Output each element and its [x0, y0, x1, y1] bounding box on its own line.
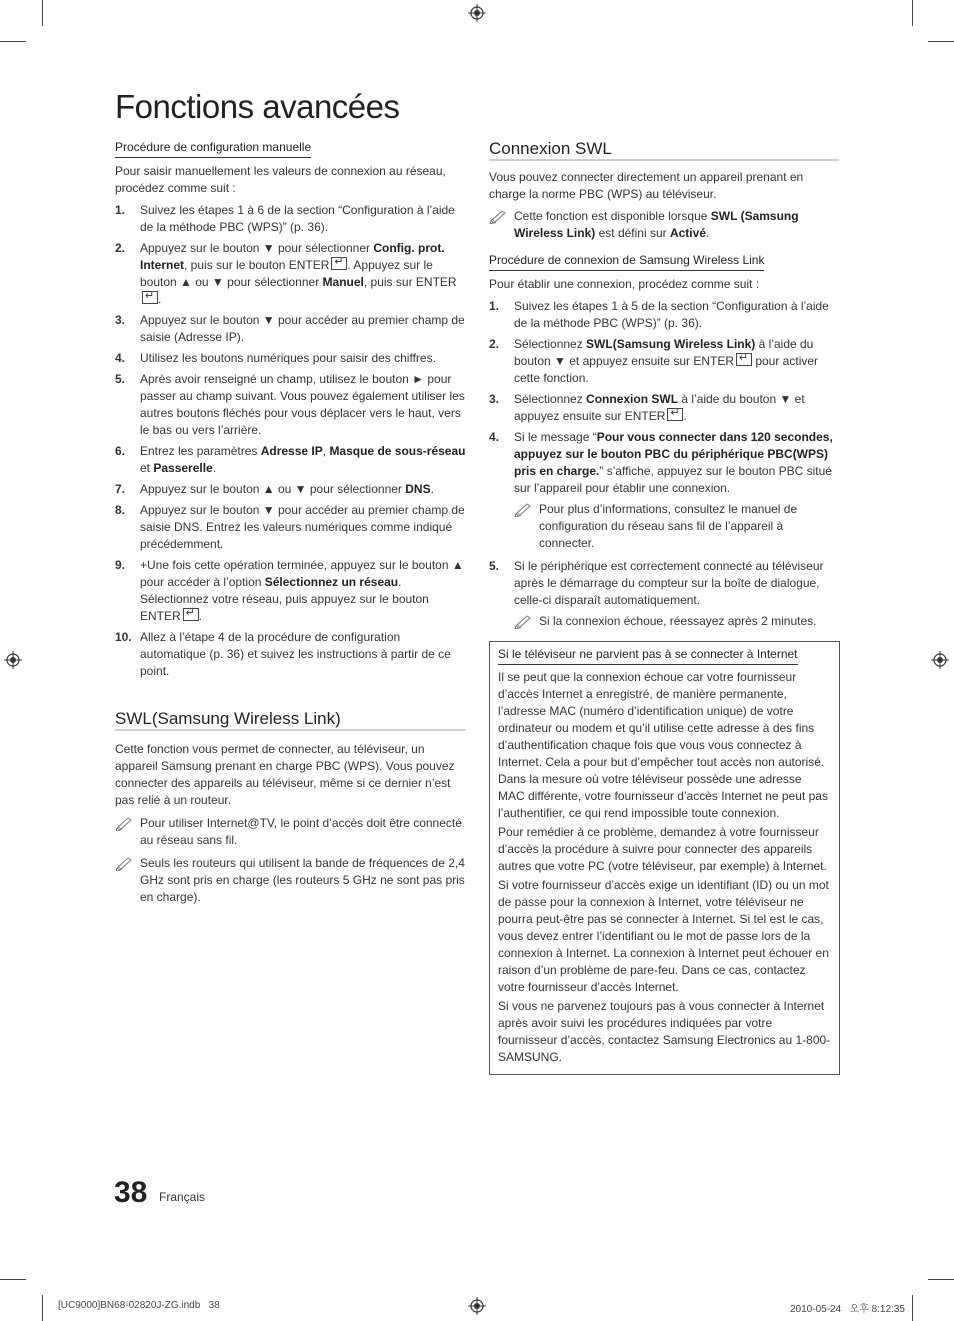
note-text: Pour plus d’informations, consultez le manuel de configuration du réseau sans fil de l’appareil à connecter.	[539, 502, 798, 550]
step-item	[115, 240, 466, 308]
step-text: Appuyez sur le bouton ▲ ou ▼ pour sélectionner DNS.	[140, 482, 434, 496]
step-item	[115, 202, 466, 236]
crop-mark	[42, 1295, 43, 1321]
step-number: 6.	[115, 444, 126, 458]
info-box-paragraph: Il se peut que la connexion échoue car votre fournisseur d’accès Internet a enregistré, de manière permanente, l’adresse MAC (numéro d’identification unique) de votre ordinateur ou modem et qu’il utilise cette adresse à des fins d’authentification chaque fois que vous vous connectez à Internet. Cela a pour but d’empêcher tout accès non autorisé. Dans la mesure où votre téléviseur possède une adresse MAC différente, votre fournisseur d’accès Internet ne peut pas l’authentifier, ce qui rend impossible toute connexion.	[498, 670, 828, 820]
note-pencil-icon	[489, 208, 509, 224]
manual-config-intro: Pour saisir manuellement les valeurs de connexion au réseau, procédez comme suit :	[115, 164, 446, 195]
step-number: 1.	[489, 299, 500, 313]
page-title: Fonctions avancées	[115, 88, 400, 125]
step-item	[115, 350, 466, 367]
swl-intro: Cette fonction vous permet de connecter, au téléviseur, un appareil Samsung prenant en charge PBC (WPS). Vous pouvez connecter des appareils au téléviseur, même si ce dernier n’est pas relié à un routeur.	[115, 742, 455, 807]
page-language: Français	[159, 1190, 206, 1204]
note	[514, 501, 839, 552]
step-item	[115, 629, 466, 680]
step-text: Appuyez sur le bouton ▼ pour accéder au premier champ de saisie (Adresse IP).	[140, 313, 465, 344]
step-number: 5.	[115, 372, 126, 386]
step-text: Suivez les étapes 1 à 5 de la section “Configuration à l’aide de la méthode PBC (WPS)” (p. 36).	[514, 299, 829, 330]
step-number: 10.	[115, 630, 132, 644]
note-pencil-icon	[514, 613, 534, 629]
crop-mark	[928, 41, 954, 42]
crop-mark	[928, 1279, 954, 1280]
step-text: Appuyez sur le bouton ▼ pour accéder au premier champ de saisie DNS. Entrez les valeurs numériques comme indiqué précédemment.	[140, 503, 465, 551]
step-item	[115, 557, 466, 625]
step-item	[115, 502, 466, 553]
note-text: Si la connexion échoue, réessayez après 2 minutes.	[539, 614, 817, 628]
step-text: Utilisez les boutons numériques pour saisir des chiffres.	[140, 351, 436, 365]
registration-mark-icon	[931, 651, 949, 669]
note	[115, 815, 466, 849]
crop-mark	[42, 0, 43, 26]
step-item	[115, 312, 466, 346]
swl-procedure-heading: Procédure de connexion de Samsung Wireless Link	[489, 252, 764, 271]
print-slug-left: [UC9000]BN68-02820J-ZG.indb 38	[58, 1300, 220, 1311]
step-item	[489, 391, 839, 425]
note-text: Pour utiliser Internet@TV, le point d’accès doit être connecté au réseau sans fil.	[140, 816, 462, 847]
step-item	[489, 336, 839, 387]
step-number: 9.	[115, 558, 126, 572]
step-text: Sélectionnez SWL(Samsung Wireless Link) à l’aide du bouton ▼ et appuyez ensuite sur ENTER↵ pour activer cette fonction.	[514, 337, 818, 385]
step-number: 4.	[489, 430, 500, 444]
page-number: 38	[114, 1176, 148, 1209]
note-text: Cette fonction est disponible lorsque SWL (Samsung Wireless Link) est défini sur Activé.	[514, 209, 799, 240]
crop-mark	[912, 1295, 913, 1321]
step-text: Si le message “Pour vous connecter dans 120 secondes, appuyez sur le bouton PBC du périphérique PBC(WPS) pris en charge.” s’affiche, appuyez sur le bouton PBC situé sur l’appareil pour établir une connexion.	[514, 430, 833, 495]
step-number: 3.	[115, 313, 126, 327]
step-text: Suivez les étapes 1 à 6 de la section “Configuration à l’aide de la méthode PBC (WPS)” (p. 36).	[140, 203, 455, 234]
step-number: 2.	[489, 337, 500, 351]
manual-config-steps	[115, 202, 466, 680]
note-text: Seuls les routeurs qui utilisent la bande de fréquences de 2,4 GHz sont pris en charge (les routeurs 5 GHz ne sont pas pris en charge).	[140, 856, 465, 904]
registration-mark-icon	[468, 1297, 486, 1315]
step-number: 7.	[115, 482, 126, 496]
crop-mark	[0, 41, 26, 42]
info-box-paragraph: Si vous ne parvenez toujours pas à vous connecter à Internet après avoir suivi les procédures indiquées par votre fournisseur d’accès, contactez Samsung Electronics au 1-800-SAMSUNG.	[498, 999, 831, 1064]
info-box-paragraph: Si votre fournisseur d’accès exige un identifiant (ID) ou un mot de passe pour la connexion à Internet, votre téléviseur ne pourra peut-être pas se connecter à Internet. Si tel est le cas, vous devez entrer l’identifiant ou le mot de passe lors de la connexion à Internet. La connexion à Internet peut échouer en raison d’un problème de pare-feu. Dans ce cas, contactez votre fournisseur d’accès Internet.	[498, 878, 829, 994]
note-pencil-icon	[115, 855, 135, 871]
info-box-paragraph: Pour remédier à ce problème, demandez à votre fournisseur d’accès la procédure à suivre pour connecter des appareils autres que votre PC (votre téléviseur, par exemple) à Internet.	[498, 825, 827, 873]
step-item	[489, 558, 839, 630]
swl-heading: SWL(Samsung Wireless Link)	[115, 710, 466, 731]
print-slug-right: 2010-05-24 오후 8:12:35	[790, 1304, 905, 1315]
connexion-swl-intro: Vous pouvez connecter directement un appareil prenant en charge la norme PBC (WPS) au téléviseur.	[489, 170, 804, 201]
step-number: 2.	[115, 241, 126, 255]
note	[115, 855, 466, 906]
note	[514, 613, 839, 630]
step-item	[115, 371, 466, 439]
manual-config-heading: Procédure de configuration manuelle	[115, 139, 311, 158]
step-item	[489, 429, 839, 552]
note-pencil-icon	[115, 815, 135, 831]
registration-mark-icon	[468, 4, 486, 22]
step-number: 4.	[115, 351, 126, 365]
step-item	[489, 298, 839, 332]
step-text: Si le périphérique est correctement connecté au téléviseur après le démarrage du compteur sur la boîte de dialogue, celle-ci disparaît automatiquement.	[514, 559, 824, 607]
step-number: 8.	[115, 503, 126, 517]
step-text: +Une fois cette opération terminée, appuyez sur le bouton ▲ pour accéder à l’option Sélectionnez un réseau. Sélectionnez votre réseau, puis appuyez sur le bouton ENTER↵ .	[140, 558, 464, 623]
crop-mark	[0, 1279, 26, 1280]
step-item	[115, 481, 466, 498]
connexion-swl-heading: Connexion SWL	[489, 140, 839, 161]
swl-procedure-intro: Pour établir une connexion, procédez comme suit :	[489, 277, 760, 291]
step-text: Après avoir renseigné un champ, utilisez le bouton ► pour passer au champ suivant. Vous pouvez également utiliser les autres boutons fléchés pour vous déplacer vers le haut, vers le bas ou vers l’arrière.	[140, 372, 465, 437]
step-text: Appuyez sur le bouton ▼ pour sélectionner Config. prot. Internet, puis sur le bouton ENTER↵ . Appuyez sur le bouton ▲ ou ▼ pour sélectionner Manuel, puis sur ENTER↵.	[140, 241, 457, 306]
step-number: 3.	[489, 392, 500, 406]
step-text: Allez à l’étape 4 de la procédure de configuration automatique (p. 36) et suivez les instructions à partir de ce point.	[140, 630, 451, 678]
registration-mark-icon	[4, 651, 22, 669]
step-text: Sélectionnez Connexion SWL à l’aide du bouton ▼ et appuyez ensuite sur ENTER↵ .	[514, 392, 805, 423]
step-text: Entrez les paramètres Adresse IP, Masque de sous-réseau et Passerelle.	[140, 444, 466, 475]
step-number: 1.	[115, 203, 126, 217]
crop-mark	[912, 0, 913, 26]
step-number: 5.	[489, 559, 500, 573]
note-pencil-icon	[514, 501, 534, 517]
right-column	[489, 140, 839, 636]
note	[489, 208, 839, 242]
left-column	[115, 139, 466, 912]
swl-procedure-steps	[489, 298, 839, 630]
internet-connection-info-box	[489, 641, 840, 1075]
info-box-heading: Si le téléviseur ne parvient pas à se connecter à Internet	[498, 646, 798, 665]
step-item	[115, 443, 466, 477]
